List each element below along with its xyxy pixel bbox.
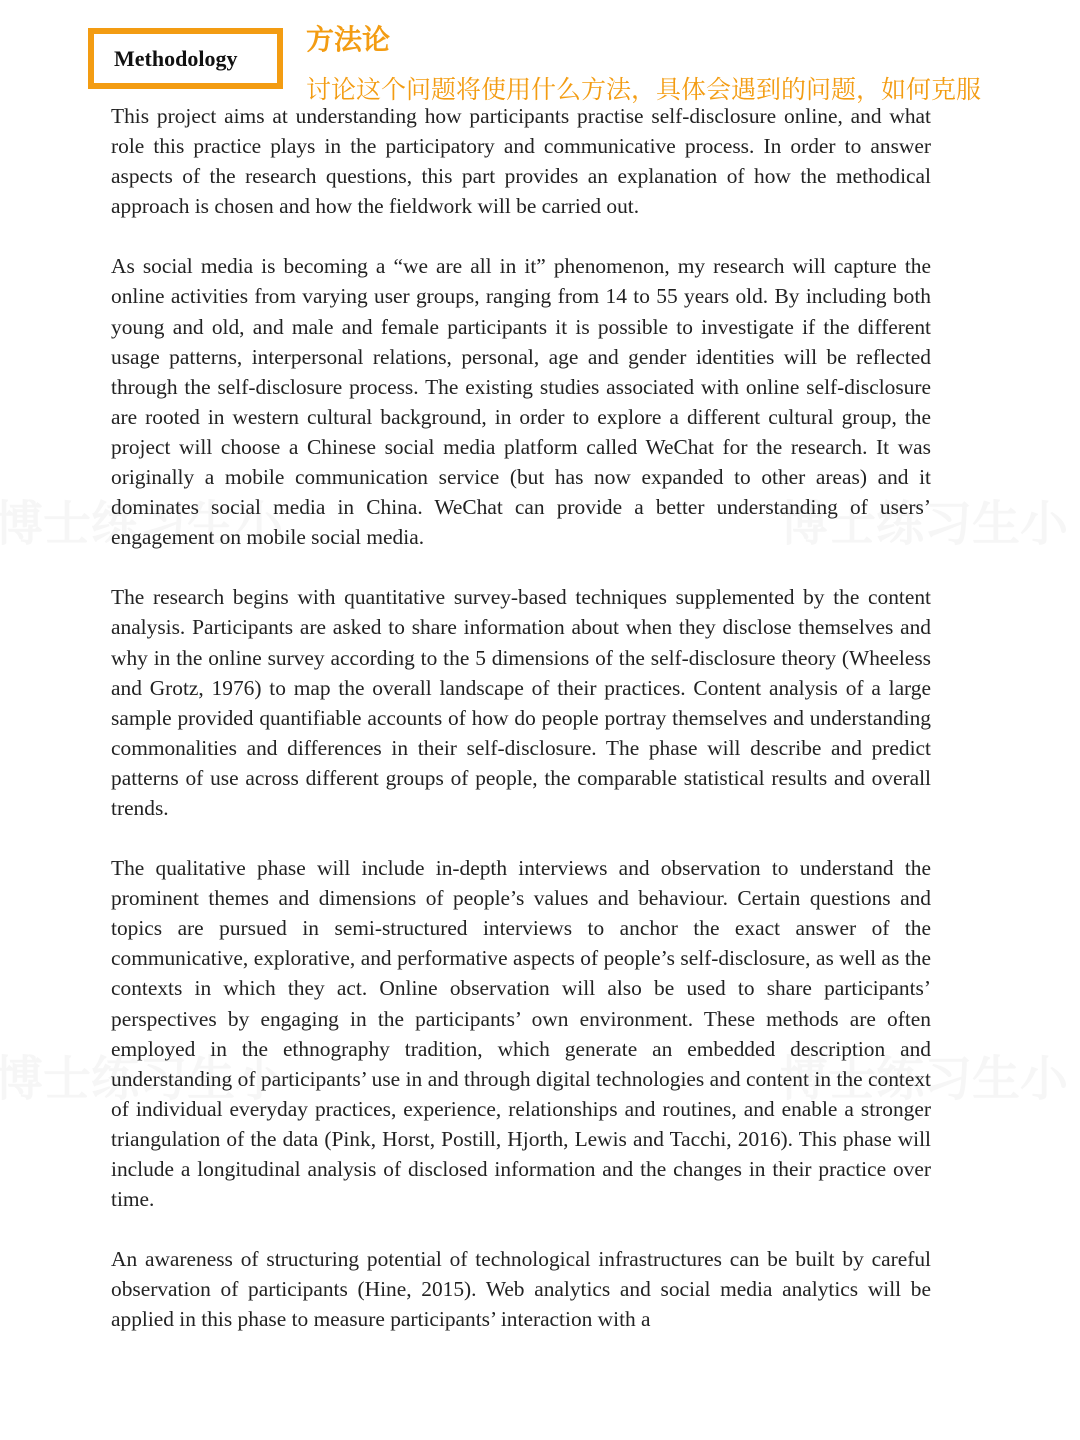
paragraph-qualitative: The qualitative phase will include in-depth interviews and observation to understand the prominent themes and dimensions of people’s values and behaviour. Certain questions and topics are pursued in semi-structured interviews to anchor the exact answer of the communicative, explorative, and performative aspects of people’s self-disclosure, as well as the contexts in which they act. Online observation will also be used to share participants’ perspectives by engaging in the participants’ own environment. These methods are often employed in the ethnography tradition, which generate an embedded description and understanding of participants’ use in and through digital technologies and content in the context of individual everyday practices, experience, relationships and routines, and enable a stronger triangulation of the data (Pink, Horst, Postill, Hjorth, Lewis and Tacchi, 2016). This phase will include a longitudinal analysis of disclosed information and the changes in their practice over time. xyxy=(111,856,931,1212)
paragraph-quantitative: The research begins with quantitative survey-based techniques supplemented by the content analysis. Participants are asked to share information about when they disclose themselves and why in the online survey according to the 5 dimensions of the self-disclosure theory (Wheeless and Grotz, 1976) to map the overall landscape of their practices. Content analysis of a large sample provided quantifiable accounts of how do people portray themselves and understanding commonalities and differences in their self-disclosure. The phase will describe and predict patterns of use across different groups of people, the comparable statistical results and overall trends. xyxy=(111,585,931,820)
document-body xyxy=(111,101,931,1334)
methodology-heading-box xyxy=(88,28,283,89)
annotation-title: 方法论 xyxy=(306,23,391,56)
section-heading: Methodology xyxy=(114,45,238,71)
paragraph-intro: This project aims at understanding how participants practise self-disclosure online, and what role this practice plays in the participatory and communicative process. In order to answer aspects of the research questions, this part provides an explanation of how the methodical approach is chosen and how the fieldwork will be carried out. xyxy=(111,104,931,219)
paragraph-participants: As social media is becoming a “we are all in it” phenomenon, my research will capture the online activities from varying user groups, ranging from 14 to 55 years old. By including both young and old, and male and female participants it is possible to investigate if the different usage patterns, interpersonal relations, personal, age and gender identities will be reflected through the self-disclosure process. The existing studies associated with online self-disclosure are rooted in western cultural background, in order to explore a different cultural group, the project will choose a Chinese social media platform called WeChat for the research. It was originally a mobile communication service (but has now expanded to other areas) and it dominates social media in China. WeChat can provide a better understanding of users’ engagement on mobile social media. xyxy=(111,254,931,550)
paragraph-analytics: An awareness of structuring potential of technological infrastructures can be built by careful observation of participants (Hine, 2015). Web analytics and social media analytics will be applied in this phase to measure participants’ interaction with a xyxy=(111,1247,931,1332)
annotation-subtitle: 讨论这个问题将使用什么方法，具体会遇到的问题，如何克服 xyxy=(306,75,982,104)
